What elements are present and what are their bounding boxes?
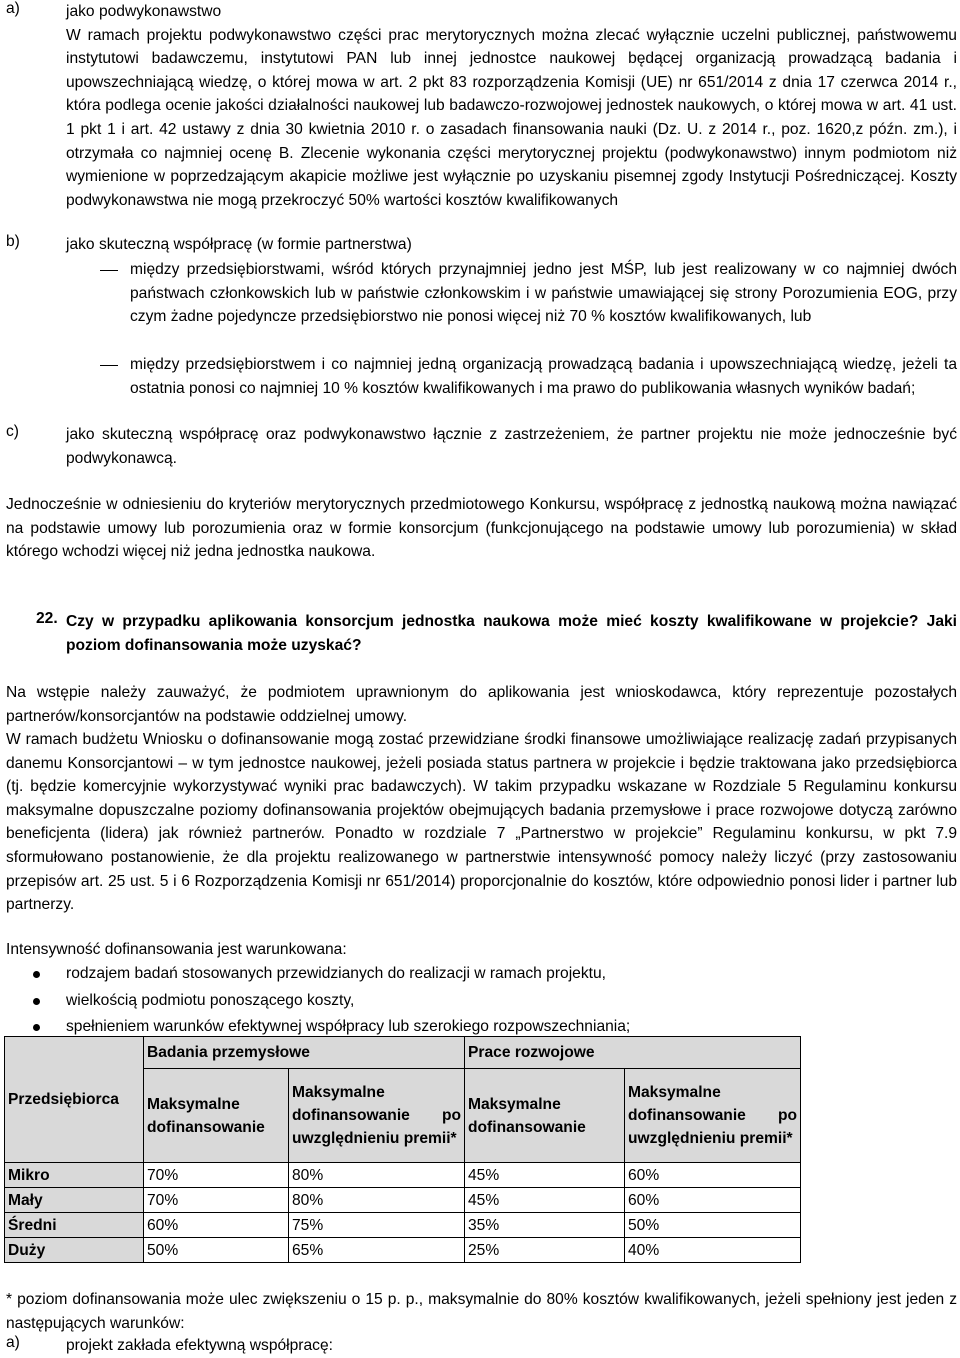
table-cell: 80% (289, 1163, 465, 1188)
table-row (5, 1163, 801, 1188)
dash-marker (100, 365, 118, 366)
funding-table (4, 1036, 801, 1263)
section-a-label: a) (6, 0, 20, 17)
table-header-text: Maksymalne dofinansowanie (147, 1095, 265, 1136)
table-cell: 60% (625, 1188, 801, 1213)
table-cell: 60% (625, 1163, 801, 1188)
section-a (6, 0, 957, 212)
table-header-premium-development (625, 1069, 801, 1163)
conditions-list (20, 961, 960, 1041)
table-group-industrial: Badania przemysłowe (144, 1037, 465, 1069)
table-row-size: Duży (5, 1238, 144, 1263)
section-a-body: W ramach projektu podwykonawstwo części prac merytorycznych można zlecać wyłącznie uczelni publicznej, państwowemu instytutowi badawczemu, instytutowi PAN lub innej jednostce naukowej będącej organizacją prowadzącą badania i upowszechniającą wiedzę, o której mowa w art. 2 pkt 83 rozporządzenia Komisji (UE) nr 651/2014 z dnia 17 czerwca 2014 r., która podlega ocenie jakości działalności naukowej lub badawczo-rozwojowej jednostek naukowych, o której mowa w art. 41 ust. 1 pkt 1 i art. 42 ustawy z dnia 30 kwietnia 2010 r. o zasadach finansowania nauki (Dz. U. z 2014 r., poz. 1620,z późn. zm.), i otrzymała co najmniej ocenę B. Zlecenie wykonania części merytorycznej projektu (podwykonawstwo) innym podmiotom niż wymienione w poprzedzającym akapicie możliwe jest wyłącznie po uzyskaniu pisemnej zgody Instytucji Pośredniczącej. Koszty podwykonawstwa nie mogą przekroczyć 50% wartości kosztów kwalifikowanych (66, 26, 957, 209)
table-cell: 35% (465, 1213, 625, 1238)
question-22 (6, 610, 957, 657)
table-cell: 45% (465, 1163, 625, 1188)
table-header-max-industrial (144, 1069, 289, 1163)
table-cell: 75% (289, 1213, 465, 1238)
section-b-dash-item-1 (100, 258, 957, 329)
question-number: 22. (36, 610, 58, 627)
table-cell: 70% (144, 1163, 289, 1188)
footnote-text: * poziom dofinansowania może ulec zwiększeniu o 15 p. p., maksymalnie do 80% kosztów kwalifikowanych, jeżeli spełniony jest jeden z następujących warunków: (6, 1291, 957, 1332)
list-item-text: wielkością podmiotu ponoszącego koszty, (66, 991, 355, 1009)
section-b-heading: jako skuteczną współpracę (w formie partnerstwa) (66, 236, 412, 253)
table-cell: 80% (289, 1188, 465, 1213)
table-cell: 65% (289, 1238, 465, 1263)
table-cell: 60% (144, 1213, 289, 1238)
table-cell: 50% (625, 1213, 801, 1238)
table-row-size: Mikro (5, 1163, 144, 1188)
intensity-intro (6, 938, 957, 962)
section-b-dash-text-1: między przedsiębiorstwami, wśród których przynajmniej jedno jest MŚP, lub jest realizowany w co najmniej dwóch państwach członkowskich lub w państwie członkowskim i w państwie umawiającej się strony Porozumienia EOG, przy czym żadne pojedyncze przedsiębiorstwo nie ponosi więcej niż 70 % kosztów kwalifikowanych, lub (130, 261, 957, 326)
question-text: Czy w przypadku aplikowania konsorcjum jednostka naukowa może mieć koszty kwalifikowane w projekcie? Jaki poziom dofinansowania może uzyskać? (66, 613, 957, 654)
section-c-text: jako skuteczną współpracę oraz podwykonawstwo łącznie z zastrzeżeniem, że partner projektu nie może jednocześnie być podwykonawcą. (66, 426, 957, 467)
bullet-icon (33, 1024, 40, 1031)
answer-paragraph-2-text: W ramach budżetu Wniosku o dofinansowanie mogą zostać przewidziane środki finansowe umożliwiające realizację zadań przypisanych danemu Konsorcjantowi – w tym jednostce naukowej, jeżeli posiada status partnera w projekcie i będzie traktowana jako przedsiębiorca (tj. będzie komercyjnie wykorzystywać wyniki prac badawczych). W takim przypadku wskazane w Rozdziale 5 Regulaminu konkursu maksymalne dopuszczalne poziomy dofinansowania projektów obejmujących badania przemysłowe i prace rozwojowe dotyczą zarówno beneficjenta (lidera) jak również partnerów. Ponadto w rozdziale 7 „Partnerstwo w projekcie” Regulaminu konkursu, w pkt 7.9 sformułowano postanowienie, że dla projektu realizowanego w partnerstwie intensywność pomocy należy liczyć (przy zastosowaniu przepisów art. 25 ust. 5 i 6 Rozporządzenia Komisji nr 651/2014) proporcjonalnie do kosztów, które odpowiednio ponosi lider i partner lub partnerzy. (6, 731, 957, 914)
table-row-size: Średni (5, 1213, 144, 1238)
list-item (20, 961, 960, 988)
section-c (6, 423, 957, 470)
answer-paragraph-1-text: Na wstępie należy zauważyć, że podmiotem uprawnionym do aplikowania jest wnioskodawca, który reprezentuje pozostałych partnerów/konsorcjantów na podstawie oddzielnej umowy. (6, 684, 957, 725)
table-header-text: Maksymalne dofinansowanie po uwzględnieniu premii* (292, 1084, 461, 1147)
table-cell: 25% (465, 1238, 625, 1263)
bullet-icon (33, 971, 40, 978)
last-item-label: a) (6, 1334, 20, 1351)
paragraph-jednoczesnie (6, 493, 957, 564)
table-header-max-development (465, 1069, 625, 1163)
table-row (5, 1213, 801, 1238)
last-item-text: projekt zakłada efektywną współpracę: (66, 1337, 333, 1354)
answer-paragraph-2 (6, 728, 957, 917)
list-item-text: spełnieniem warunków efektywnej współpracy lub szerokiego rozpowszechniania; (66, 1018, 631, 1035)
paragraph-jednoczesnie-text: Jednocześnie w odniesieniu do kryteriów merytorycznych przedmiotowego Konkursu, współpracę z jednostką naukową można nawiązać na podstawie umowy lub porozumienia oraz w formie konsorcjum (funkcjonującego na podstawie umowy lub porozumienia) w skład którego wchodzi więcej niż jedna jednostka naukowa. (6, 496, 957, 561)
list-item-text: rodzajem badań stosowanych przewidzianych do realizacji w ramach projektu, (66, 965, 606, 982)
table-header-text: Maksymalne dofinansowanie (468, 1095, 586, 1136)
table-cell: 40% (625, 1238, 801, 1263)
answer-paragraph-1 (6, 681, 957, 728)
section-b (6, 233, 957, 257)
table-corner-cell: Przedsiębiorca (5, 1037, 144, 1163)
table-header-text: Maksymalne dofinansowanie po uwzględnieniu premii* (628, 1084, 797, 1147)
last-item (6, 1334, 957, 1358)
section-a-heading: jako podwykonawstwo (66, 3, 222, 20)
list-item (20, 988, 960, 1015)
intensity-intro-text: Intensywność dofinansowania jest warunkowana: (6, 941, 347, 958)
section-b-label: b) (6, 233, 20, 250)
section-b-dash-text-2: między przedsiębiorstwem i co najmniej jedną organizacją prowadzącą badania i upowszechniającą wiedzę, jeżeli ta ostatnia ponosi co najmniej 10 % kosztów kwalifikowanych i ma prawo do publikowania własnych wyników badań; (130, 356, 957, 397)
table-row (5, 1238, 801, 1263)
dash-marker (100, 270, 118, 271)
table-row (5, 1188, 801, 1213)
section-b-dash-item-2 (100, 353, 957, 400)
bullet-icon (33, 998, 40, 1005)
table-header-premium-industrial (289, 1069, 465, 1163)
table-group-development: Prace rozwojowe (465, 1037, 801, 1069)
footnote (6, 1288, 957, 1335)
table-cell: 45% (465, 1188, 625, 1213)
table-row-size: Mały (5, 1188, 144, 1213)
table-cell: 70% (144, 1188, 289, 1213)
table-cell: 50% (144, 1238, 289, 1263)
section-c-label: c) (6, 423, 19, 440)
